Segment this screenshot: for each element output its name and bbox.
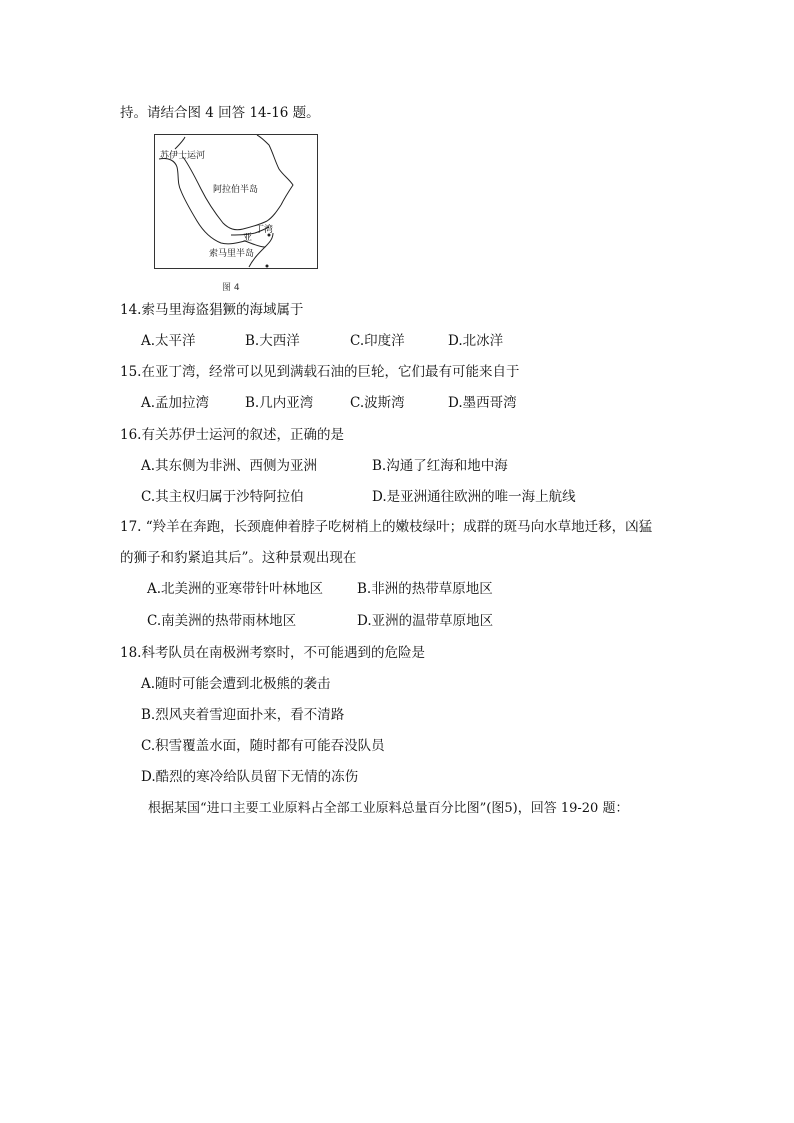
question-18-stem: 18.科考队员在南极洲考察时，不可能遇到的危险是: [120, 645, 425, 661]
q17-option-c: C.南美洲的热带雨林地区: [147, 613, 297, 629]
q14-option-c: C.印度洋: [350, 333, 405, 349]
q15-option-a: A.孟加拉湾: [141, 395, 210, 411]
map-label-arabia: 阿拉伯半岛: [213, 185, 259, 195]
question-17-stem-line1: 17. “羚羊在奔跑，长颈鹿伸着脖子吃树梢上的嫩枝绿叶；成群的斑马向水草地迁移，凶猛: [120, 519, 653, 535]
q18-option-c: C.积雪覆盖水面，随时都有可能吞没队员: [141, 738, 385, 754]
q15-option-c: C.波斯湾: [350, 395, 405, 411]
q16-option-a: A.其东侧为非洲、西侧为亚洲: [141, 458, 318, 474]
q15-option-b: B.几内亚湾: [245, 395, 314, 411]
q17-option-a: A.北美洲的亚寒带针叶林地区: [147, 581, 324, 597]
question-19-20-intro: 根据某国“进口主要工业原料占全部工业原料总量百分比图”(图5)，回答 19-20 题：: [148, 801, 629, 816]
figure-caption: 图 4: [222, 283, 240, 293]
question-17-stem-line2: 的狮子和豹紧追其后”。这种景观出现在: [120, 550, 357, 566]
q17-option-b: B.非洲的热带草原地区: [357, 581, 493, 597]
q15-option-d: D.墨西哥湾: [448, 395, 517, 411]
map-figure: [154, 134, 318, 269]
q14-option-b: B.大西洋: [245, 333, 300, 349]
question-16-stem: 16.有关苏伊士运河的叙述，正确的是: [120, 427, 344, 443]
q18-option-d: D.酷烈的寒冷给队员留下无情的冻伤: [141, 769, 359, 785]
q16-option-c: C.其主权归属于沙特阿拉伯: [141, 489, 304, 505]
map-label-aden-1: 亚: [243, 233, 253, 243]
q14-option-a: A.太平洋: [141, 333, 196, 349]
map-label-suez: 苏伊士运河: [160, 151, 206, 161]
q18-option-b: B.烈风夹着雪迎面扑来，看不清路: [141, 707, 345, 723]
q16-option-d: D.是亚洲通往欧洲的唯一海上航线: [372, 489, 576, 505]
question-14-stem: 14.索马里海盗猖獗的海域属于: [120, 302, 304, 318]
q14-option-d: D.北冰洋: [448, 333, 504, 349]
q18-option-a: A.随时可能会遭到北极熊的袭击: [141, 676, 331, 692]
q16-option-b: B.沟通了红海和地中海: [372, 458, 508, 474]
intro-text: 持。请结合图 4 回答 14-16 题。: [120, 105, 320, 121]
map-label-somalia: 索马里半岛: [209, 249, 255, 259]
map-label-aden-2: 丁湾: [255, 225, 274, 235]
question-15-stem: 15.在亚丁湾，经常可以见到满载石油的巨轮，它们最有可能来自于: [120, 364, 520, 380]
q17-option-d: D.亚洲的温带草原地区: [357, 613, 494, 629]
